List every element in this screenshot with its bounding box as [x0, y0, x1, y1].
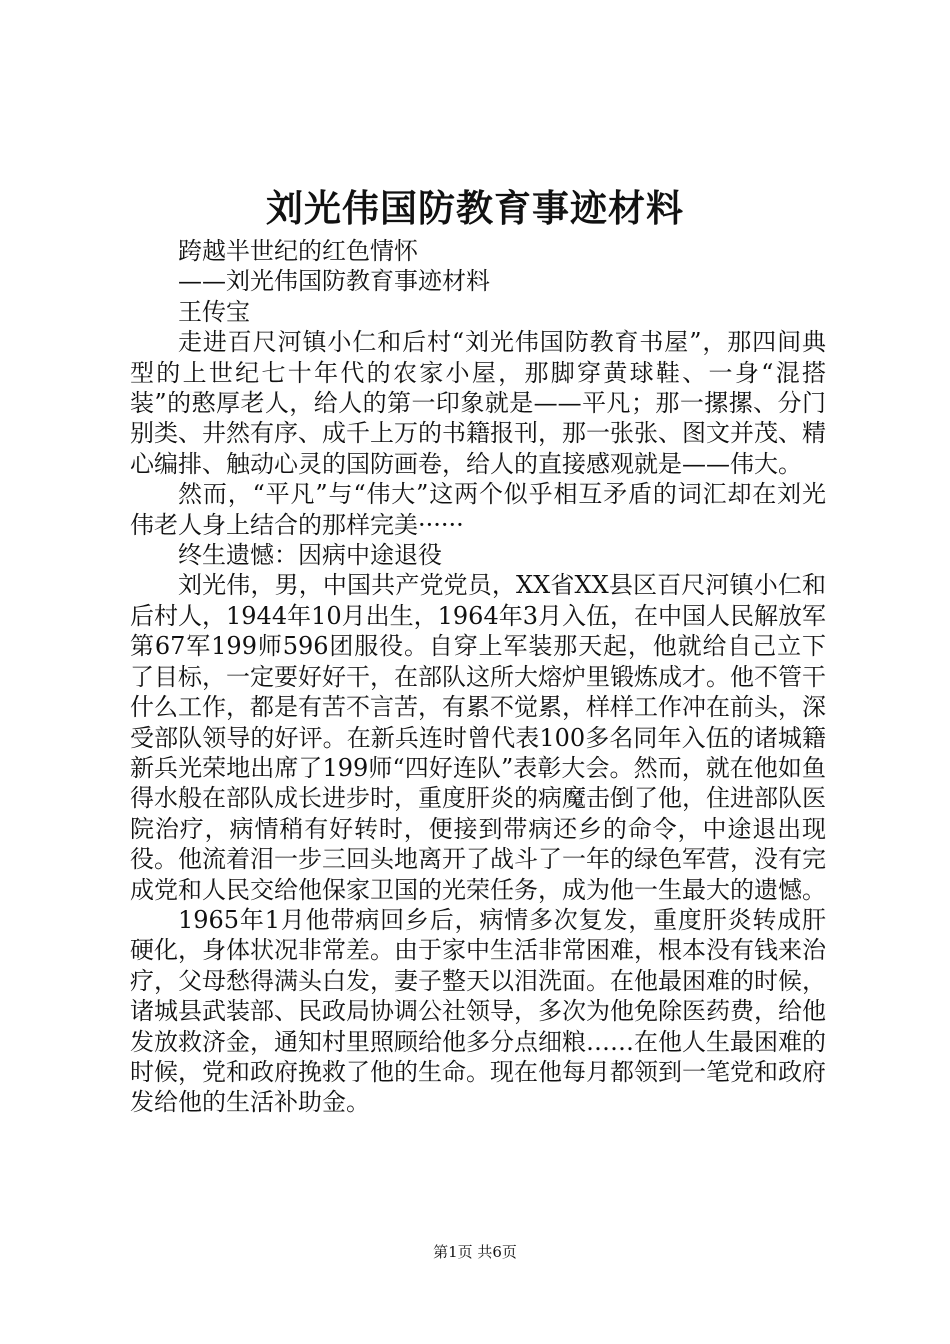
- subtitle-paragraph: 跨越半世纪的红色情怀: [178, 237, 418, 265]
- body-paragraph: 1965年1月他带病回乡后，病情多次复发，重度肝炎转成肝硬化，身体状况非常差。由于家中生活非常困难，根本没有钱来治疗，父母愁得满头白发，妻子整天以泪洗面。在他最困难的时候，诸城县武装部、民政局协调公社领导，多次为他免除医药费，给他发放救济金，通知村里照顾给他多分点细粮……在他人生最困难的时候，党和政府挽救了他的生命。现在他每月都领到一笔党和政府发给他的生活补助金。: [130, 905, 826, 1117]
- body-paragraph: 然而，“平凡”与“伟大”这两个似乎相互矛盾的词汇却在刘光伟老人身上结合的那样完美······: [130, 480, 826, 539]
- subtitle-dash-paragraph: ——刘光伟国防教育事迹材料: [178, 267, 490, 296]
- document-title: 刘光伟国防教育事迹材料: [266, 186, 684, 230]
- section-heading: 终生遗憾：因病中途退役: [178, 541, 442, 570]
- page-number: 第1页 共6页: [433, 1243, 517, 1261]
- document-body: [130, 236, 826, 1118]
- author-paragraph: 王传宝: [178, 297, 250, 326]
- body-paragraph: 刘光伟，男，中国共产党党员，XX省XX县区百尺河镇小仁和后村人，1944年10月出生，1964年3月入伍，在中国人民解放军第67军199师596团服役。自穿上军装那天起，他就给自己立下了目标，一定要好好干，在部队这所大熔炉里锻炼成才。他不管干什么工作，都是有苦不言苦，有累不觉累，样样工作冲在前头，深受部队领导的好评。在新兵连时曾代表100多名同年入伍的诸城籍新兵光荣地出席了199师“四好连队”表彰大会。然而，就在他如鱼得水般在部队成长进步时，重度肝炎的病魔击倒了他，住进部队医院治疗，病情稍有好转时，便接到带病还乡的命令，中途退出现役。他流着泪一步三回头地离开了战斗了一年的绿色军营，没有完成党和人民交给他保家卫国的光荣任务，成为他一生最大的遗憾。: [130, 571, 826, 904]
- body-paragraph: 走进百尺河镇小仁和后村“刘光伟国防教育书屋”，那四间典型的上世纪七十年代的农家小屋，那脚穿黄球鞋、一身“混搭装”的憨厚老人，给人的第一印象就是——平凡；那一摞摞、分门别类、井然有序、成千上万的书籍报刊，那一张张、图文并茂、精心编排、触动心灵的国防画卷，给人的直接感观就是——伟大。: [130, 328, 826, 478]
